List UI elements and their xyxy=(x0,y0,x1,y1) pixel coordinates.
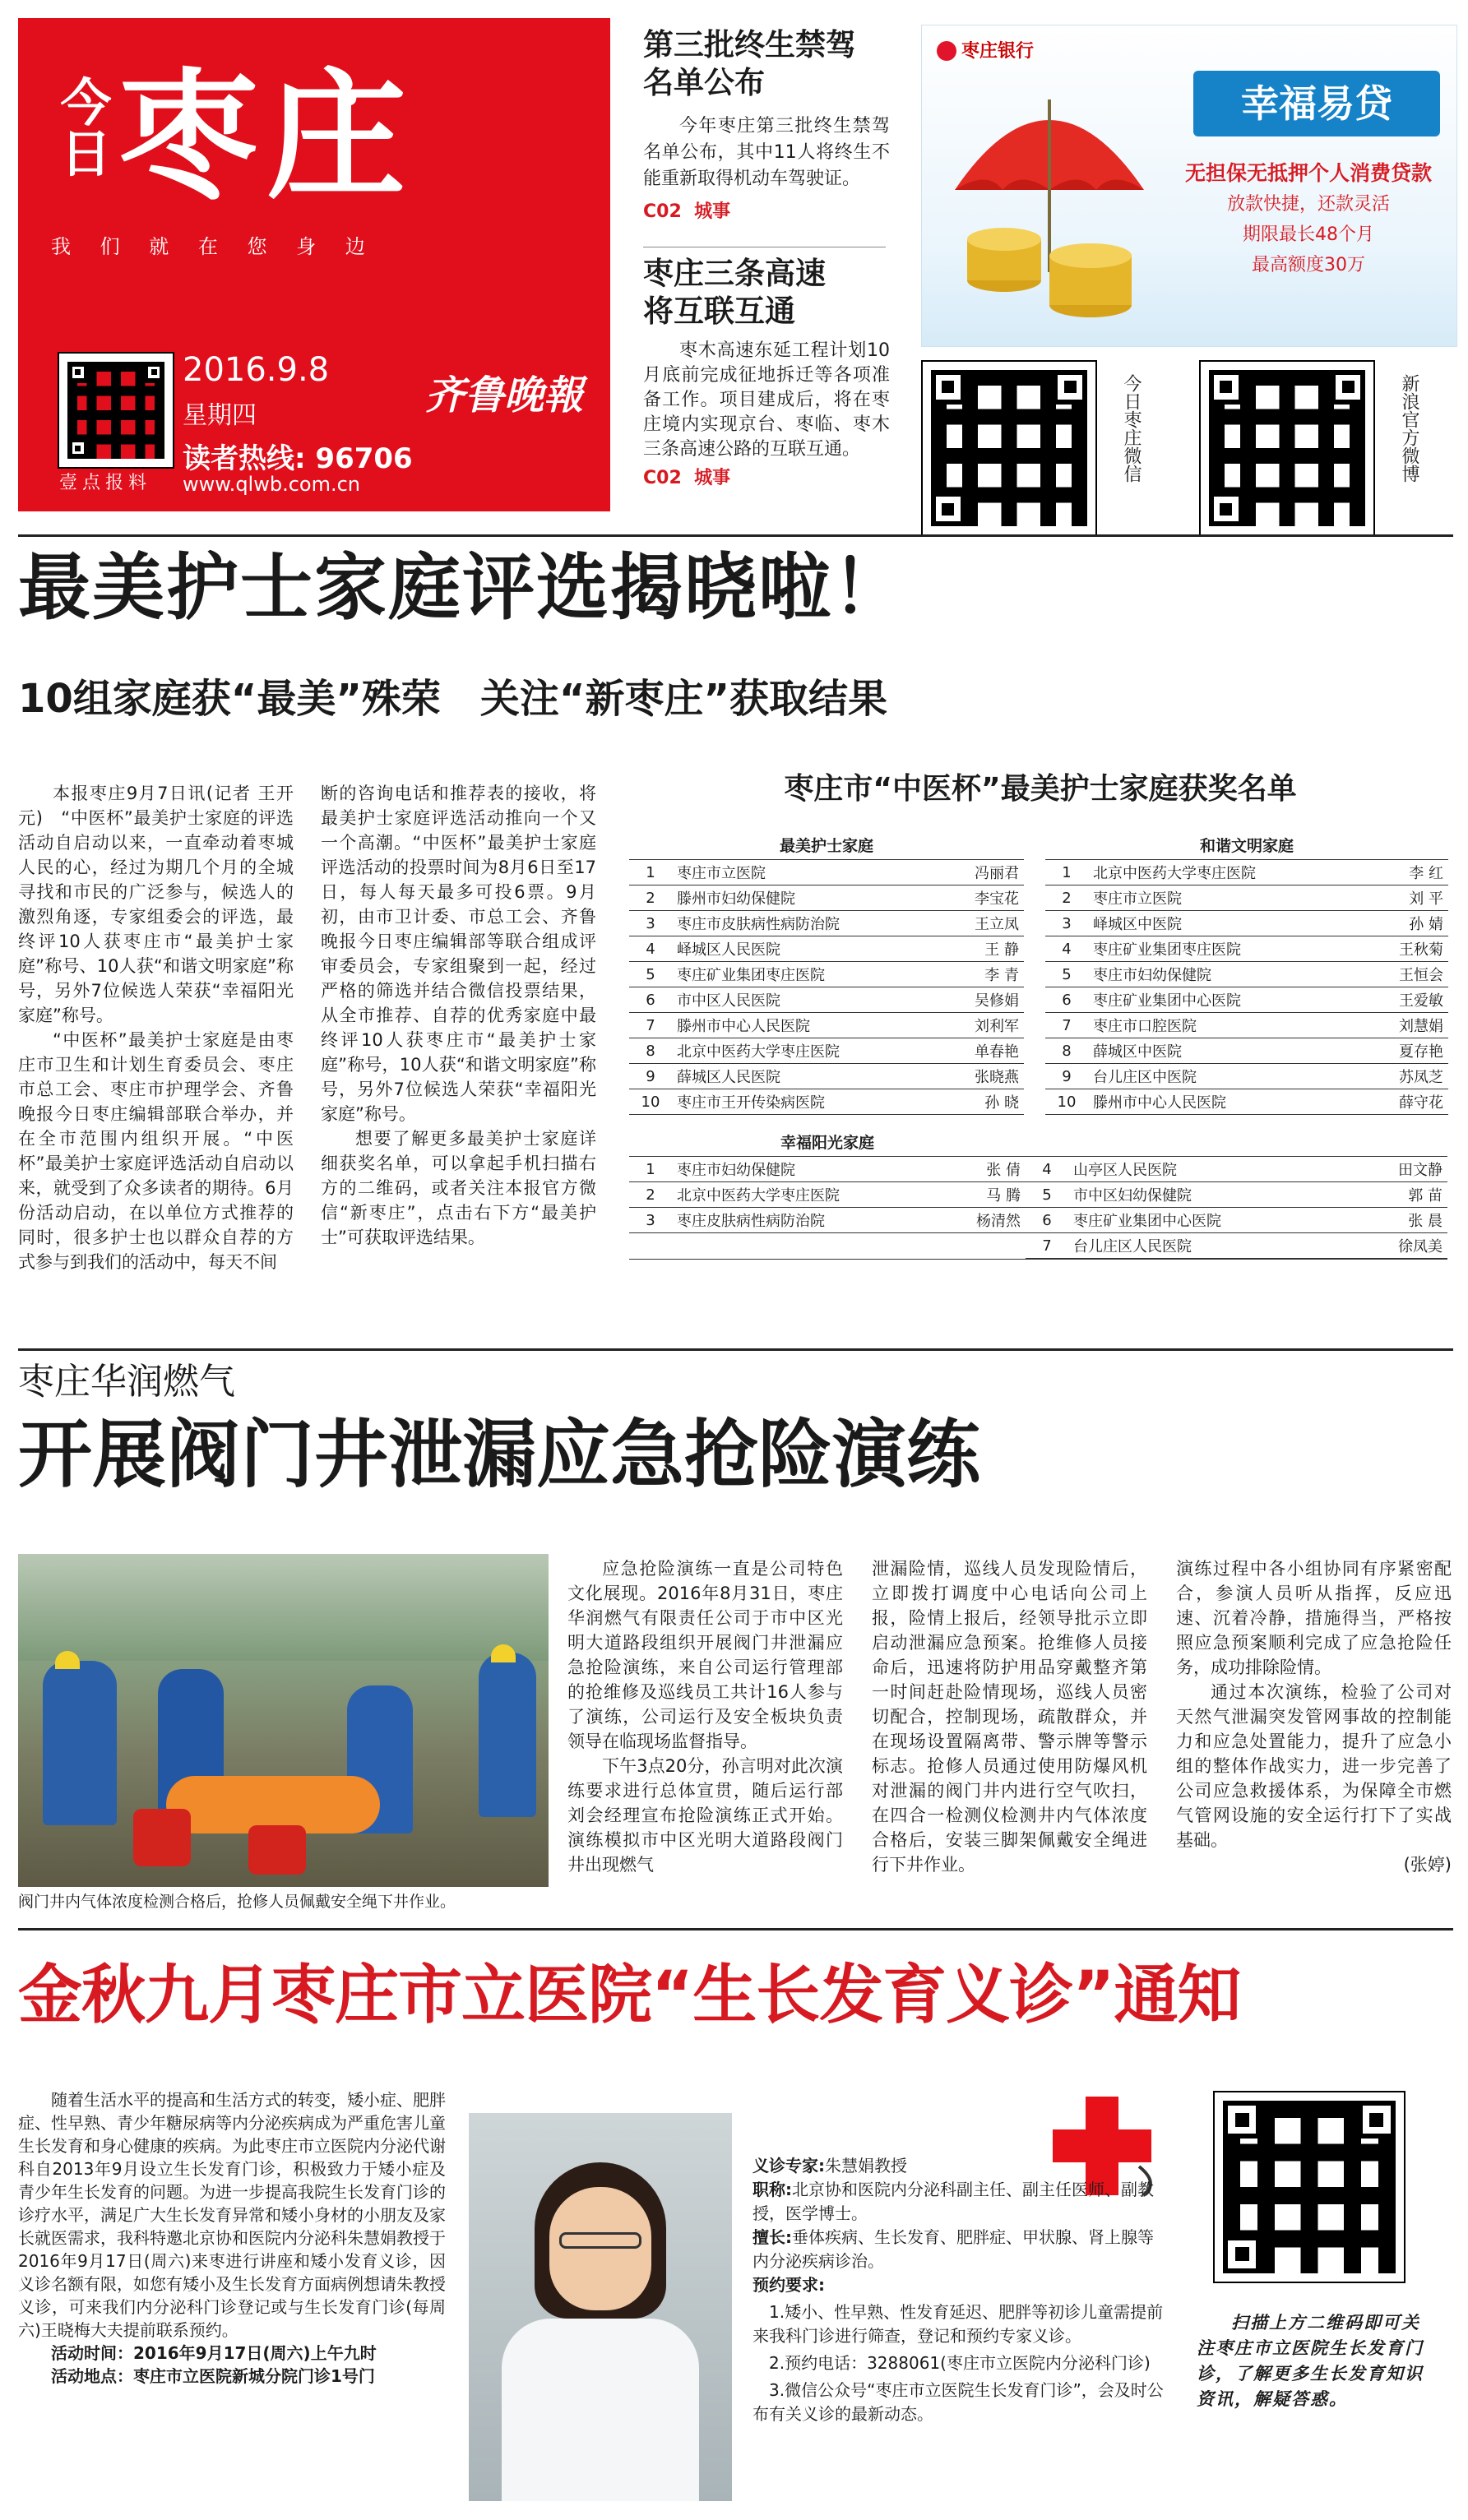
weekday: 星期四 xyxy=(183,401,257,430)
hospital-cell: 滕州市中心人民医院 xyxy=(672,1013,940,1038)
table-row xyxy=(629,936,1024,962)
paper-name: 齐鲁晚報 xyxy=(425,372,584,418)
gas-paragraph: 泄漏险情，巡线人员发现险情后，立即拨打调度中心电话向公司上报，险情上报后，经领导批示立即启动泄漏应急预案。抢维修人员接命后，迅速将防护用品穿戴整齐第一时间赶赴险情现场，巡线人员密切配合，控制现场，疏散群众，并在现场设置隔离带、警示牌等警示标志。抢修人员通过使用防爆风机对泄漏的阀门井内进行空气吹扫，在四合一检测仪检测井内气体浓度合格后，安装三脚架佩戴安全绳进行下井作业。 xyxy=(872,1559,1147,1875)
weibo-label: 新浪官方微博 xyxy=(1399,374,1419,483)
hospital-cell: 北京中医药大学枣庄医院 xyxy=(1088,860,1362,885)
gas-column-3 xyxy=(1176,1556,1452,1877)
rank-cell: 3 xyxy=(629,1208,672,1233)
umbrella-coins-icon xyxy=(938,67,1160,338)
ad-line4: 最高额度30万 xyxy=(1252,255,1365,275)
lead-paragraph: 本报枣庄9月7日讯(记者 王开元) “中医杯”最美护士家庭的评选活动自启动以来，一直牵动着枣城人民的心，经过为期几个月的全城寻找和市民的广泛参与，候选人的激烈角逐，专家组委会的评选，最终评10人获枣庄市“最美护士家庭”称号、10人获“和谐文明家庭”称号，另外7位候选人荣获“幸福阳光家庭”称号。 xyxy=(18,784,294,1025)
clinic-place: 活动地点：枣庄市立医院新城分院门诊1号门 xyxy=(51,2366,375,2386)
table-header: 幸福阳光家庭 xyxy=(629,1126,1026,1157)
gas-column-2 xyxy=(872,1556,1147,1877)
harmony-family-table xyxy=(1045,830,1448,1115)
table-row xyxy=(629,1089,1024,1115)
table-row xyxy=(629,911,1024,936)
brief-body: 枣木高速东延工程计划10月底前完成征地拆迁等各项准备工作。项目建成后，将在枣庄境内实现京台、枣临、枣木三条高速公路的互联互通。 xyxy=(643,340,890,460)
clinic-headline: 金秋九月枣庄市立医院“生长发育义诊”通知 xyxy=(18,1958,1241,2032)
brief-title-2: 名单公布 xyxy=(643,65,765,100)
rank-cell: 5 xyxy=(1045,962,1088,987)
rank-cell: 7 xyxy=(629,1013,672,1038)
winner-cell: 王 静 xyxy=(940,936,1024,962)
rank-cell: 5 xyxy=(1026,1182,1068,1208)
table-header: 最美护士家庭 xyxy=(629,830,1024,860)
rank-cell: 4 xyxy=(1026,1157,1068,1182)
hospital-cell: 枣庄市口腔医院 xyxy=(1088,1013,1362,1038)
specialty-label: 擅长: xyxy=(753,2227,792,2247)
table-row xyxy=(1045,860,1448,885)
gas-byline: (张婷) xyxy=(1403,1855,1452,1875)
table-row xyxy=(1026,1208,1447,1233)
nurse-family-table xyxy=(629,830,1024,1115)
table-row xyxy=(1045,885,1448,911)
rank-cell: 8 xyxy=(629,1038,672,1064)
rank-cell: 7 xyxy=(1026,1233,1068,1259)
weixin-qr[interactable] xyxy=(923,362,1095,534)
winner-cell: 吴修娟 xyxy=(940,987,1024,1013)
rank-cell: 3 xyxy=(629,911,672,936)
rank-cell: 1 xyxy=(1045,860,1088,885)
gas-paragraph: 通过本次演练，检验了公司对天然气泄漏突发管网事故的控制能力和应急处置能力，提升了应急小组的整体作战实力，进一步完善了公司应急救援体系，为保障全市燃气管网设施的安全运行打下了实战基础。 xyxy=(1176,1682,1452,1850)
table-row xyxy=(629,860,1024,885)
table-row xyxy=(1045,962,1448,987)
table-row xyxy=(1045,1038,1448,1064)
table-row xyxy=(629,1182,1026,1208)
table-header: 和谐文明家庭 xyxy=(1045,830,1448,860)
masthead-qr[interactable] xyxy=(59,354,173,467)
table-row xyxy=(1026,1157,1447,1182)
clinic-qr-text: 扫描上方二维码即可关注枣庄市立医院生长发育门诊，了解更多生长发育知识资讯，解疑答惑。 xyxy=(1197,2313,1424,2409)
hospital-cell: 薛城区人民医院 xyxy=(672,1064,940,1089)
hospital-cell: 滕州市中心人民医院 xyxy=(1088,1089,1362,1115)
drill-photo xyxy=(18,1554,549,1887)
hospital-cell: 枣庄皮肤病性病防治院 xyxy=(672,1208,941,1233)
lead-paragraph: 想要了解更多最美护士家庭详细获奖名单，可以拿起手机扫描右方的二维码，或者关注本报官方微信“新枣庄”，点击右下方“最美护士”可获取评选结果。 xyxy=(321,1129,596,1247)
qr-caption: 壹点报料 xyxy=(59,473,152,493)
bank-name: 枣庄银行 xyxy=(961,41,1035,62)
hospital-cell: 枣庄市妇幼保健院 xyxy=(1088,962,1362,987)
bank-logo-icon xyxy=(937,41,956,61)
table-row xyxy=(1045,987,1448,1013)
hotline: 读者热线: 96706 xyxy=(183,442,413,475)
issue-date: 2016.9.8 xyxy=(183,351,330,389)
ad-line1: 无担保无抵押个人消费贷款 xyxy=(1184,161,1432,185)
winner-cell: 夏存艳 xyxy=(1362,1038,1448,1064)
winner-cell: 苏凤芝 xyxy=(1362,1064,1448,1089)
winner-cell: 李 青 xyxy=(940,962,1024,987)
slogan: 我 们 就 在 您 身 边 xyxy=(51,235,377,258)
hospital-cell: 薛城区中医院 xyxy=(1088,1038,1362,1064)
rank-cell: 9 xyxy=(1045,1064,1088,1089)
rank-cell: 10 xyxy=(1045,1089,1088,1115)
clinic-body-column xyxy=(18,2088,446,2388)
hospital-cell: 市中区人民医院 xyxy=(672,987,940,1013)
winner-cell: 王秋菊 xyxy=(1362,936,1448,962)
photo-caption: 阀门井内气体浓度检测合格后，抢修人员佩戴安全绳下井作业。 xyxy=(18,1893,456,1911)
table-row xyxy=(1045,1064,1448,1089)
table-row xyxy=(629,1208,1026,1233)
brief-page[interactable]: C02 xyxy=(643,201,682,222)
brief-title-2: 将互联互通 xyxy=(643,294,795,329)
brief-page[interactable]: C02 xyxy=(643,468,682,488)
gas-paragraph: 应急抢险演练一直是公司特色文化展现。2016年8月31日，枣庄华润燃气有限责任公司于市中区光明大道路段组织开展阀门井泄漏应急抢险演练，来自公司运行管理部的抢维修及巡线员工共计16人参与了演练，公司运行及安全板块负责领导在临现场监督指导。 xyxy=(567,1559,843,1751)
expert-info xyxy=(753,2154,1164,2426)
requirements-label: 预约要求: xyxy=(753,2275,825,2295)
winner-cell: 王恒会 xyxy=(1362,962,1448,987)
table-row xyxy=(1045,911,1448,936)
bank-ad[interactable] xyxy=(921,25,1457,347)
winner-cell: 单春艳 xyxy=(940,1038,1024,1064)
brief-section[interactable]: 城事 xyxy=(694,468,731,488)
gas-kicker: 枣庄华润燃气 xyxy=(18,1361,235,1403)
hospital-cell: 枣庄市立医院 xyxy=(1088,885,1362,911)
table-row xyxy=(1045,1089,1448,1115)
website[interactable]: www.qlwb.com.cn xyxy=(183,473,360,496)
masthead xyxy=(18,18,610,511)
hospital-cell: 山亭区人民医院 xyxy=(1068,1157,1350,1182)
hospital-cell: 北京中医药大学枣庄医院 xyxy=(672,1182,941,1208)
winner-cell: 李宝花 xyxy=(940,885,1024,911)
table-row xyxy=(1045,1013,1448,1038)
winner-cell: 徐凤美 xyxy=(1350,1233,1447,1259)
clinic-body: 随着生活水平的提高和生活方式的转变，矮小症、肥胖症、性早熟、青少年糖尿病等内分泌疾病成为严重危害儿童生长发育和身心健康的疾病。为此枣庄市立医院内分泌代谢科自2013年9月设立生长发育门诊，积极致力于矮小症及青少年生长发育的问题。为进一步提高我院生长发育门诊的诊疗水平，满足广大生长发育异常和矮小身材的小朋友及家长就医需求，我科特邀北京协和医院内分泌科朱慧娟教授于2016年9月17日(周六)来枣进行讲座和矮小发育义诊，因义诊名额有限，如您有矮小及生长发育方面病例想请朱教授义诊，可来我们内分泌科门诊登记或与生长发育门诊(每周六)王晓梅大夫提前联系预约。 xyxy=(18,2090,446,2340)
winner-cell: 王立凤 xyxy=(940,911,1024,936)
weibo-qr[interactable] xyxy=(1201,362,1373,534)
table-row xyxy=(629,1038,1024,1064)
rank-cell: 10 xyxy=(629,1089,672,1115)
winner-cell: 薛守花 xyxy=(1362,1089,1448,1115)
sunshine-family-table xyxy=(629,1126,1447,1260)
winner-cell: 刘慧娟 xyxy=(1362,1013,1448,1038)
winner-cell: 刘利军 xyxy=(940,1013,1024,1038)
winner-cell: 张 晨 xyxy=(1350,1208,1447,1233)
hospital-cell: 枣庄矿业集团中心医院 xyxy=(1068,1208,1350,1233)
rank-cell: 6 xyxy=(1045,987,1088,1013)
table-row xyxy=(629,1064,1024,1089)
hospital-cell: 滕州市妇幼保健院 xyxy=(672,885,940,911)
table-row xyxy=(629,1013,1024,1038)
rank-cell: 2 xyxy=(629,885,672,911)
table-row xyxy=(1045,936,1448,962)
awards-panel xyxy=(629,769,1452,1260)
rank-cell: 3 xyxy=(1045,911,1088,936)
rank-cell: 7 xyxy=(1045,1013,1088,1038)
expert-label: 义诊专家: xyxy=(753,2156,825,2176)
hospital-cell: 市中区妇幼保健院 xyxy=(1068,1182,1350,1208)
hospital-cell: 枣庄矿业集团枣庄医院 xyxy=(672,962,940,987)
brief-section[interactable]: 城事 xyxy=(694,201,731,222)
winner-cell: 孙 晓 xyxy=(940,1089,1024,1115)
logo-small: 今日 xyxy=(52,76,112,178)
gas-column-1 xyxy=(567,1556,843,1877)
winner-cell: 马 腾 xyxy=(941,1182,1026,1208)
table-row xyxy=(1026,1233,1447,1259)
ad-line3: 期限最长48个月 xyxy=(1243,224,1374,245)
hospital-cell: 北京中医药大学枣庄医院 xyxy=(672,1038,940,1064)
hospital-cell: 峄城区人民医院 xyxy=(672,936,940,962)
rank-cell: 2 xyxy=(1045,885,1088,911)
clinic-time: 活动时间：2016年9月17日(周六)上午九时 xyxy=(51,2343,377,2363)
hospital-cell: 枣庄市皮肤病性病防治院 xyxy=(672,911,940,936)
brief-title: 枣庄三条高速 xyxy=(643,256,826,291)
requirement-3: 3.微信公众号“枣庄市立医院生长发育门诊”，会及时公布有关义诊的最新动态。 xyxy=(753,2380,1164,2424)
winner-cell: 冯丽君 xyxy=(940,860,1024,885)
logo xyxy=(52,56,595,224)
winner-cell: 郭 苗 xyxy=(1350,1182,1447,1208)
brief-title: 第三批终生禁驾 xyxy=(643,27,856,62)
winner-cell: 王爱敏 xyxy=(1362,987,1448,1013)
rank-cell: 2 xyxy=(629,1182,672,1208)
expert-photo xyxy=(469,2113,732,2501)
expert-specialty: 垂体疾病、生长发育、肥胖症、甲状腺、肾上腺等内分泌疾病诊治。 xyxy=(753,2227,1154,2271)
rank-cell: 8 xyxy=(1045,1038,1088,1064)
rank-cell: 4 xyxy=(629,936,672,962)
winner-cell: 李 红 xyxy=(1362,860,1448,885)
hospital-cell: 枣庄市立医院 xyxy=(672,860,940,885)
clinic-qr[interactable] xyxy=(1215,2092,1404,2282)
winner-cell: 刘 平 xyxy=(1362,885,1448,911)
brief-2 xyxy=(643,255,890,489)
brief-1 xyxy=(643,26,890,223)
rank-cell: 4 xyxy=(1045,936,1088,962)
winner-cell: 田文静 xyxy=(1350,1157,1447,1182)
rank-cell: 6 xyxy=(629,987,672,1013)
rank-cell: 1 xyxy=(629,860,672,885)
lead-paragraph: “中医杯”最美护士家庭是由枣庄市卫生和计划生育委员会、枣庄市总工会、枣庄市护理学会、齐鲁晚报今日枣庄编辑部联合举办，并在全市范围内组织开展。“中医杯”最美护士家庭评选活动自启动以来，就受到了众多读者的期待。6月份活动启动，在以单位方式推荐的同时，很多护士也以群众自荐的方式参与到我们的活动中，每天不间 xyxy=(18,1030,294,1272)
gas-paragraph: 演练过程中各小组协同有序紧密配合，参演人员听从指挥，反应迅速、沉着冷静，措施得当，严格按照应急预案顺利完成了应急抢险任务，成功排除险情。 xyxy=(1176,1559,1452,1677)
hospital-cell: 台儿庄区中医院 xyxy=(1088,1064,1362,1089)
gas-paragraph: 下午3点20分，孙言明对此次演练要求进行总体宣贯，随后运行部刘会经理宣布抢险演练正式开始。演练模拟市中区光明大道路段阀门井出现燃气 xyxy=(567,1756,843,1875)
hospital-cell: 枣庄市王开传染病医院 xyxy=(672,1089,940,1115)
logo-big: 枣庄 xyxy=(118,56,415,219)
lead-paragraph: 断的咨询电话和推荐表的接收，将最美护士家庭评选活动推向一个又一个高潮。“中医杯”最美护士家庭评选活动的投票时间为8月6日至17日，每人每天最多可投6票。9月初，由市卫计委、市总工会、齐鲁晚报今日枣庄编辑部等联合组成评审委员会，专家组聚到一起，经过严格的筛选并结合微信投票结果，从全市推荐、自荐的优秀家庭中最终评10人获枣庄市“最美护士家庭”称号，10人获“和谐文明家庭”称号，另外7位候选人荣获“幸福阳光家庭”称号。 xyxy=(321,784,596,1124)
winner-cell: 杨清然 xyxy=(941,1208,1026,1233)
requirement-2: 2.预约电话：3288061(枣庄市立医院内分泌科门诊) xyxy=(769,2353,1151,2373)
table-row xyxy=(1026,1182,1447,1208)
brief-body: 今年枣庄第三批终生禁驾名单公布，其中11人将终生不能重新取得机动车驾驶证。 xyxy=(643,116,890,189)
requirement-1: 1.矮小、性早熟、性发育延迟、肥胖等初诊儿童需提前来我科门诊进行筛查，登记和预约专家义诊。 xyxy=(753,2302,1164,2346)
gas-headline: 开展阀门井泄漏应急抢险演练 xyxy=(18,1412,980,1498)
rank-cell: 5 xyxy=(629,962,672,987)
table-row xyxy=(629,885,1024,911)
winner-cell: 张晓燕 xyxy=(940,1064,1024,1089)
table-row xyxy=(629,1157,1026,1182)
hospital-cell: 台儿庄区人民医院 xyxy=(1068,1233,1350,1259)
title-label: 职称: xyxy=(753,2180,792,2199)
table-row xyxy=(629,962,1024,987)
rank-cell: 6 xyxy=(1026,1208,1068,1233)
expert-name: 朱慧娟教授 xyxy=(825,2156,907,2176)
ad-line2: 放款快捷，还款灵活 xyxy=(1226,194,1390,215)
lead-column-1 xyxy=(18,781,294,1274)
lead-column-2 xyxy=(321,781,596,1250)
winner-cell: 孙 婧 xyxy=(1362,911,1448,936)
hospital-cell: 枣庄市妇幼保健院 xyxy=(672,1157,941,1182)
hospital-cell: 枣庄矿业集团中心医院 xyxy=(1088,987,1362,1013)
winner-cell: 张 倩 xyxy=(941,1157,1026,1182)
hospital-cell: 枣庄矿业集团枣庄医院 xyxy=(1088,936,1362,962)
hospital-cell: 峄城区中医院 xyxy=(1088,911,1362,936)
lead-subhead: 10组家庭获“最美”殊荣 关注“新枣庄”获取结果 xyxy=(18,676,887,722)
expert-title: 北京协和医院内分泌科副主任、副主任医师、副教授，医学博士。 xyxy=(753,2180,1154,2223)
rank-cell: 1 xyxy=(629,1157,672,1182)
lead-headline: 最美护士家庭评选揭晓啦！ xyxy=(18,545,907,630)
table-row xyxy=(629,987,1024,1013)
weixin-label: 今日枣庄微信 xyxy=(1121,374,1142,483)
bank-logo xyxy=(937,37,1034,62)
ad-product: 幸福易贷 xyxy=(1193,71,1440,136)
awards-title: 枣庄市“中医杯”最美护士家庭获奖名单 xyxy=(784,772,1297,806)
rank-cell: 9 xyxy=(629,1064,672,1089)
